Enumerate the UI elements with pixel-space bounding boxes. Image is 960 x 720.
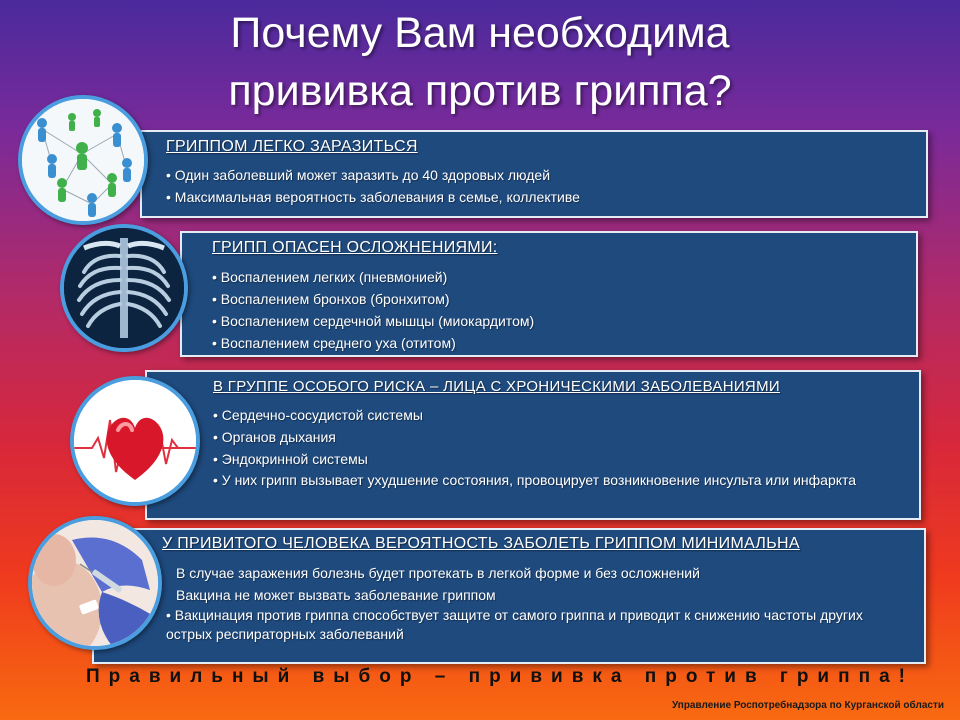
section-contagion [140,130,928,218]
section-list [213,404,879,490]
section-list [212,266,916,354]
title-line-1: Почему Вам необходима [230,9,730,57]
heart-pulse-icon [70,376,200,506]
footer-organization: Управление Роспотребнадзора по Курганской области [671,700,944,711]
list-item: • Один заболевший может заразить до 40 здоровых людей [166,167,551,183]
section-heading: В ГРУППЕ ОСОБОГО РИСКА – ЛИЦА С ХРОНИЧЕСКИМИ ЗАБОЛЕВАНИЯМИ [213,378,780,395]
list-item: • Воспалением бронхов (бронхитом) [212,291,450,307]
section-vaccinated [92,528,926,664]
list-item: • Максимальная вероятность заболевания в семье, коллективе [166,189,580,205]
section-complications [180,231,918,357]
list-item: • Эндокринной системы [213,451,368,467]
list-item: Вакцина не может вызвать заболевание гриппом [176,587,496,603]
section-risk-group [145,370,921,520]
section-list [166,164,926,208]
list-item: • Сердечно-сосудистой системы [213,407,423,423]
people-network-icon [18,95,148,225]
list-item: В случае заражения болезнь будет протекать в легкой форме и без осложнений [176,565,700,581]
list-item: • У них грипп вызывает ухудшение состояния, провоцирует возникновение инсульта или инфаркта [213,472,857,488]
chest-xray-icon [60,224,188,352]
list-item: • Вакцинация против гриппа способствует защите от самого гриппа и приводит к снижению частоты других острых респираторных заболеваний [166,607,863,642]
section-heading: ГРИПП ОПАСЕН ОСЛОЖНЕНИЯМИ: [212,239,498,256]
section-heading: У ПРИВИТОГО ЧЕЛОВЕКА ВЕРОЯТНОСТЬ ЗАБОЛЕТЬ ГРИППОМ МИНИМАЛЬНА [162,535,800,552]
section-list [162,562,908,644]
list-item: • Органов дыхания [213,429,336,445]
list-item: • Воспалением сердечной мышцы (миокардитом) [212,313,535,329]
list-item: • Воспалением среднего уха (отитом) [212,335,456,351]
slogan: Правильный выбор – прививка против гриппа! [86,666,914,687]
list-item: • Воспалением легких (пневмонией) [212,269,448,285]
vaccination-icon [28,516,162,650]
title-line-2: прививка против гриппа? [228,67,732,115]
section-heading: ГРИППОМ ЛЕГКО ЗАРАЗИТЬСЯ [166,138,418,155]
page-title [0,4,960,120]
